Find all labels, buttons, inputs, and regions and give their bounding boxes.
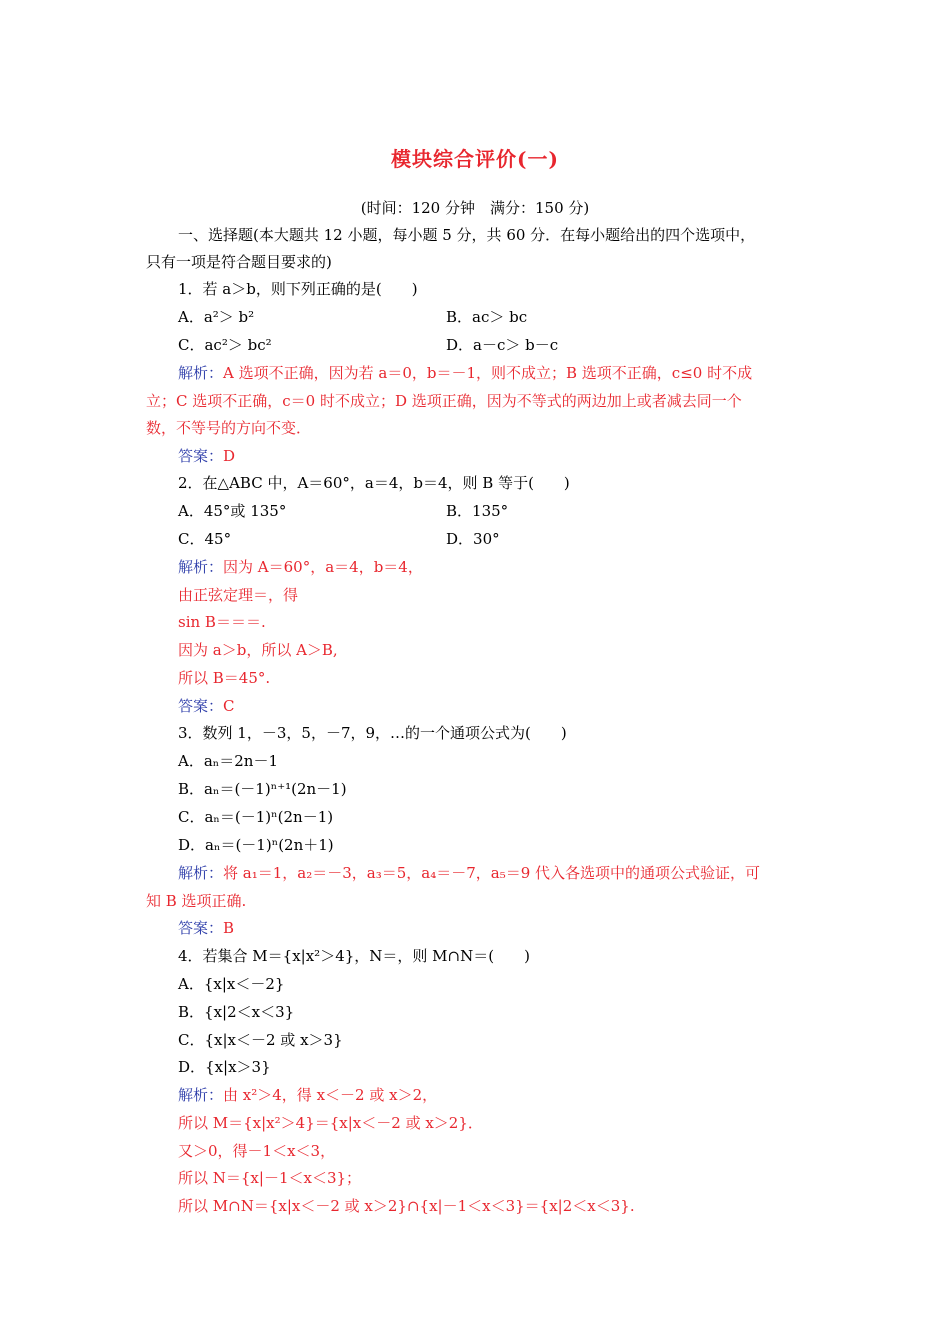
analysis-label: 解析： bbox=[178, 364, 224, 382]
section-instructions-cont: 只有一项是符合题目要求的) bbox=[146, 253, 332, 271]
q3-option-d: D．aₙ＝(－1)ⁿ(2n＋1) bbox=[178, 836, 334, 854]
q4-analysis-text: 由 x²＞4，得 x＜－2 或 x＞2， bbox=[223, 1086, 438, 1104]
q2-option-c: C．45° bbox=[178, 530, 232, 548]
q4-option-c: C．{x|x＜－2 或 x＞3} bbox=[178, 1031, 343, 1049]
q4-option-b: B．{x|2＜x＜3} bbox=[178, 1003, 295, 1021]
q4-option-a: A．{x|x＜－2} bbox=[178, 975, 285, 993]
q2-answer-value: C bbox=[223, 697, 235, 715]
q1-analysis-line3: 数，不等号的方向不变． bbox=[146, 419, 312, 437]
q3-option-a: A．aₙ＝2n－1 bbox=[178, 752, 279, 770]
answer-label: 答案： bbox=[178, 697, 224, 715]
q3-stem: 3．数列 1，－3，5，－7，9，…的一个通项公式为( ) bbox=[178, 724, 567, 742]
q1-answer bbox=[178, 446, 235, 466]
analysis-label: 解析： bbox=[178, 864, 224, 882]
q2-option-b: B．135° bbox=[446, 502, 509, 520]
analysis-label: 解析： bbox=[178, 558, 224, 576]
q4-analysis-line2: 所以 M＝{x|x²＞4}＝{x|x＜－2 或 x＞2}． bbox=[178, 1114, 483, 1132]
q3-option-b: B．aₙ＝(－1)ⁿ⁺¹(2n－1) bbox=[178, 780, 347, 798]
q3-analysis bbox=[178, 863, 760, 883]
q4-analysis-line4: 所以 N＝{x|－1＜x＜3}； bbox=[178, 1169, 362, 1187]
q2-analysis-line5: 所以 B＝45°. bbox=[178, 669, 271, 687]
q3-option-c: C．aₙ＝(－1)ⁿ(2n－1) bbox=[178, 808, 334, 826]
q3-answer-value: B bbox=[223, 919, 235, 937]
q1-stem: 1．若 a＞b，则下列正确的是( ) bbox=[178, 280, 418, 298]
section-instructions: 一、选择题(本大题共 12 小题，每小题 5 分，共 60 分．在每小题给出的四个选项中， bbox=[178, 226, 756, 244]
q1-analysis bbox=[178, 363, 752, 383]
q2-option-a: A．45°或 135° bbox=[178, 502, 287, 520]
q1-option-d: D．a－c＞ b－c bbox=[446, 336, 559, 354]
q1-answer-value: D bbox=[223, 447, 236, 465]
answer-label: 答案： bbox=[178, 919, 224, 937]
document-title: 模块综合评价(一) bbox=[391, 147, 559, 171]
q4-analysis bbox=[178, 1085, 437, 1105]
q1-option-b: B．ac＞ bc bbox=[446, 308, 528, 326]
q2-analysis bbox=[178, 557, 423, 577]
q2-stem: 2．在△ABC 中，A＝60°，a＝4，b＝4，则 B 等于( ) bbox=[178, 474, 570, 492]
q3-answer bbox=[178, 918, 234, 938]
time-limit-info: (时间：120 分钟 满分：150 分) bbox=[360, 199, 590, 217]
q1-option-a: A．a²＞ b² bbox=[178, 308, 255, 326]
analysis-label: 解析： bbox=[178, 1086, 224, 1104]
q2-analysis-line4: 因为 a＞b，所以 A＞B, bbox=[178, 641, 338, 659]
q1-analysis-line2: 立；C 选项不正确，c＝0 时不成立；D 选项正确，因为不等式的两边加上或者减去同一个 bbox=[146, 392, 742, 410]
q2-answer bbox=[178, 696, 235, 716]
q2-analysis-line2: 由正弦定理＝，得 bbox=[178, 586, 299, 604]
q1-option-c: C．ac²＞ bc² bbox=[178, 336, 272, 354]
q2-option-d: D．30° bbox=[446, 530, 500, 548]
q3-analysis-text: 将 a₁＝1，a₂＝－3，a₃＝5，a₄＝－7，a₅＝9 代入各选项中的通项公式验证，可 bbox=[223, 864, 761, 882]
q3-analysis-line2: 知 B 选项正确. bbox=[146, 892, 247, 910]
answer-label: 答案： bbox=[178, 447, 224, 465]
q2-analysis-text: 因为 A＝60°，a＝4，b＝4， bbox=[223, 558, 423, 576]
q4-option-d: D．{x|x＞3} bbox=[178, 1058, 271, 1076]
q4-stem: 4．若集合 M＝{x|x²＞4}，N＝，则 M∩N＝( ) bbox=[178, 947, 530, 965]
q4-analysis-line3: 又＞0，得－1＜x＜3， bbox=[178, 1142, 336, 1160]
q2-analysis-line3: sin B＝＝＝. bbox=[178, 613, 266, 631]
q1-analysis-text: A 选项不正确，因为若 a＝0，b＝－1，则不成立；B 选项不正确，c≤0 时不成 bbox=[223, 364, 753, 382]
q4-analysis-line5: 所以 M∩N＝{x|x＜－2 或 x＞2}∩{x|－1＜x＜3}＝{x|2＜x＜3}. bbox=[178, 1197, 635, 1215]
